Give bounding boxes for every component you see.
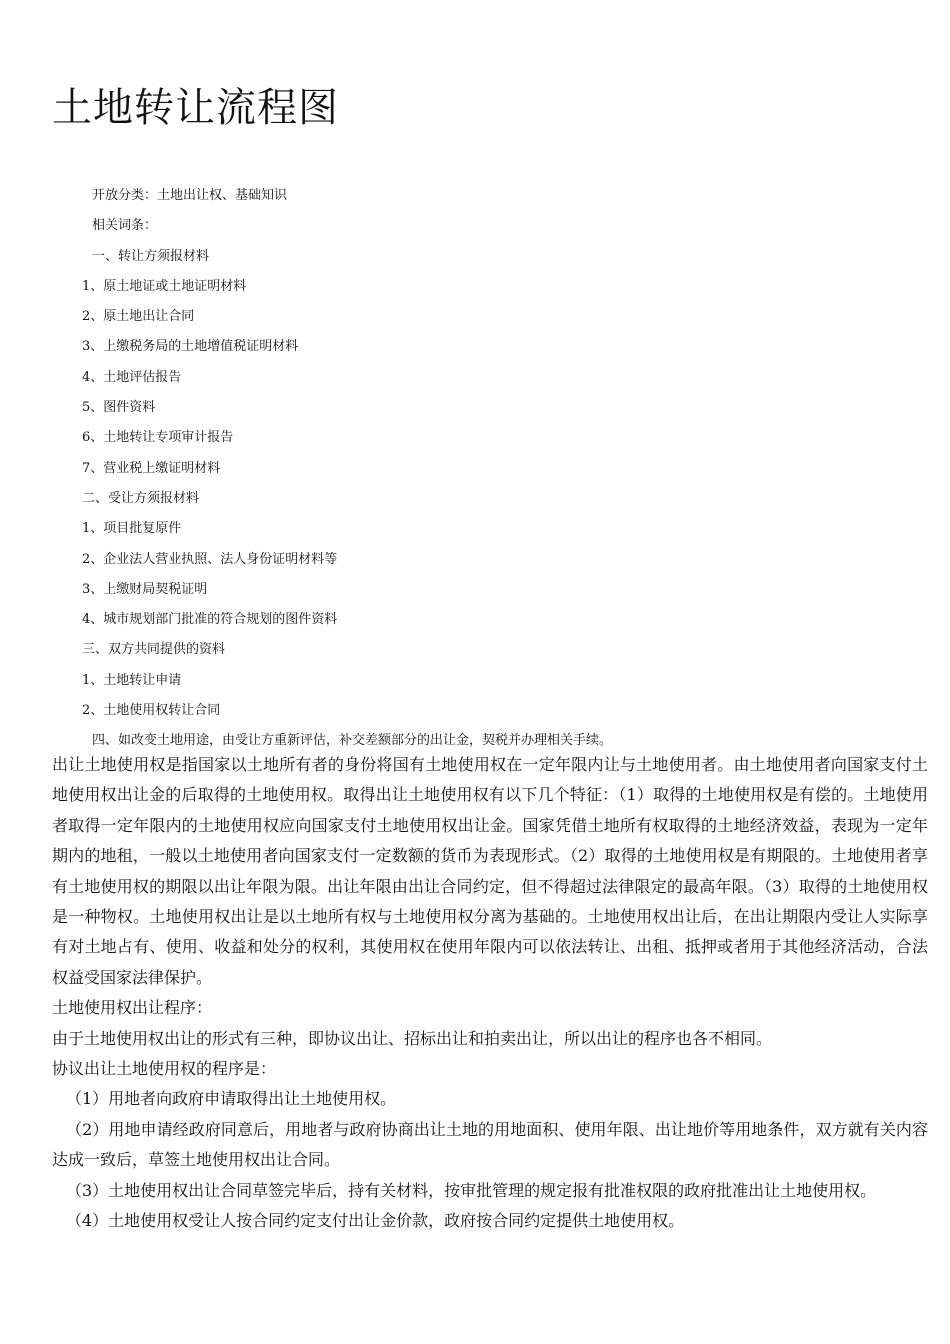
list-item: 1、土地转让申请 (82, 672, 182, 688)
agreement-heading: 协议出让土地使用权的程序是： (52, 1059, 277, 1079)
list-item: 1、原土地证或土地证明材料 (82, 278, 247, 294)
paragraph-definition: 出让土地使用权是指国家以土地所有者的身份将国有土地使用权在一定年限内让与土地使用者。由土地使用者向国家支付土地使用权出让金的后取得的土地使用权。取得出让土地使用权有以下几个特征：（1）取得的土地使用权是有偿的。土地使用者取得一定年限内的土地使用权应向国家支付土地使用权出让金。国家凭借土地所有权取得的土地经济效益，表现为一定年期内的地租，一般以土地使用者向国家支付一定数额的货币为表现形式。（2）取得的土地使用权是有期限的。土地使用者享有土地使用权的期限以出让年限为限。出让年限由出让合同约定，但不得超过法律限定的最高年限。（3）取得的土地使用权是一种物权。土地使用权出让是以土地所有权与土地使用权分离为基础的。土地使用权出让后，在出让期限内受让人实际享有对土地占有、使用、收益和处分的权利，其使用权在使用年限内可以依法转让、出租、抵押或者用于其他经济活动，合法权益受国家法律保护。 (52, 755, 928, 987)
list-item: 3、上缴税务局的土地增值税证明材料 (82, 339, 299, 355)
section-heading: 四、如改变土地用途，由受让方重新评估，补交差额部分的出让金，契税并办理相关手续。 (92, 733, 613, 749)
list-item: 2、原土地出让合同 (82, 309, 195, 325)
procedure-heading: 土地使用权出让程序： (52, 998, 213, 1018)
category-line: 开放分类：土地出让权、基础知识 (92, 188, 288, 203)
section-heading: 一、转让方须报材料 (92, 248, 210, 264)
materials-list (80, 181, 920, 757)
page-title: 土地转让流程图 (52, 85, 339, 131)
section-heading: 二、受让方须报材料 (82, 490, 200, 506)
related-line: 相关词条： (92, 218, 158, 234)
body-text (52, 750, 928, 1237)
step-item: （2）用地申请经政府同意后，用地者与政府协商出让土地的用地面积、使用年限、出让地价等用地条件，双方就有关内容达成一致后，草签土地使用权出让合同。 (52, 1119, 928, 1170)
list-item: 1、项目批复原件 (82, 521, 182, 537)
list-item: 3、上缴财局契税证明 (82, 581, 208, 597)
paragraph-forms: 由于土地使用权出让的形式有三种，即协议出让、招标出让和拍卖出让，所以出让的程序也各不相同。 (52, 1028, 773, 1048)
list-item: 2、企业法人营业执照、法人身份证明材料等 (82, 551, 338, 567)
list-item: 5、图件资料 (82, 400, 156, 416)
step-item: （4）土地使用权受让人按合同约定支付出让金价款，政府按合同约定提供土地使用权。 (66, 1211, 685, 1231)
list-item: 6、土地转让专项审计报告 (82, 430, 234, 446)
step-item: （3）土地使用权出让合同草签完毕后，持有关材料，按审批管理的规定报有批准权限的政府批准出让土地使用权。 (66, 1180, 877, 1200)
list-item: 4、土地评估报告 (82, 369, 182, 385)
step-item: （1）用地者向政府申请取得出让土地使用权。 (66, 1089, 397, 1109)
list-item: 2、土地使用权转让合同 (82, 703, 221, 719)
list-item: 7、营业税上缴证明材料 (82, 460, 221, 476)
section-heading: 三、双方共同提供的资料 (82, 642, 226, 658)
list-item: 4、城市规划部门批准的符合规划的图件资料 (82, 612, 338, 628)
